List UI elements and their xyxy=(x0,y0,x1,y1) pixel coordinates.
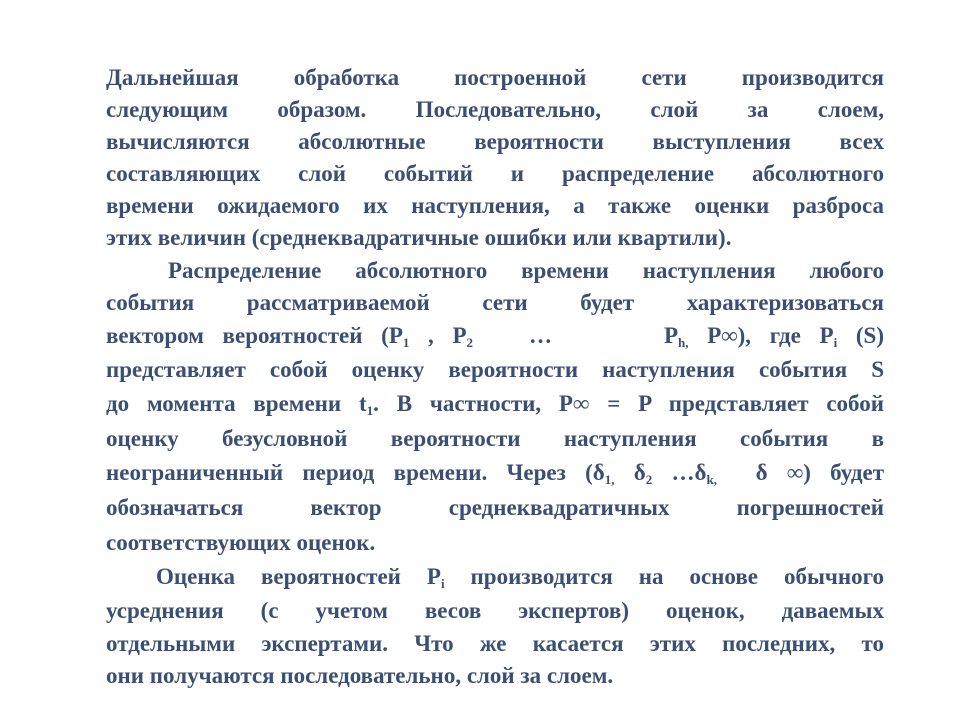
body-text xyxy=(106,62,884,692)
subscript: 1, xyxy=(604,472,615,487)
text-run: вектором вероятностей (P xyxy=(106,323,403,348)
paragraph-line: события рассматриваемой сети будет характеризоваться xyxy=(106,290,884,315)
text-run: (S) xyxy=(837,323,884,348)
subscript: k, xyxy=(706,472,717,487)
paragraph-line-with-subscripts xyxy=(106,319,884,353)
paragraph-line: времени ожидаемого их наступления, а также оценки разброса xyxy=(106,193,884,218)
paragraph-3 xyxy=(106,560,884,692)
subscript: 1 xyxy=(402,335,410,350)
subscript: 1 xyxy=(366,403,374,418)
paragraph-line: усреднения (с учетом весов экспертов) оценок, даваемых xyxy=(106,598,884,623)
paragraph-line: они получаются последовательно, слой за слоем. xyxy=(106,663,614,688)
text-run: Оценка вероятностей P xyxy=(156,564,441,589)
subscript: 2 xyxy=(466,335,474,350)
paragraph-line: следующим образом. Последовательно, слой за слоем, xyxy=(106,97,884,122)
paragraph-line: Дальнейшая обработка построенной сети производится xyxy=(106,65,884,90)
subscript: i xyxy=(833,335,838,350)
paragraph-line-with-subscripts xyxy=(106,387,884,421)
text-run: …δ xyxy=(652,460,707,485)
paragraph-1 xyxy=(106,62,884,254)
text-run: . В частности, P∞ = P представляет собой xyxy=(373,391,885,416)
paragraph-line: отдельными экспертами. Что же касается этих последних, то xyxy=(106,631,884,656)
text-run: производится на основе обычного xyxy=(444,564,885,589)
text-run: … P xyxy=(473,323,679,348)
paragraph-line: этих величин (среднеквадратичные ошибки или квартили). xyxy=(106,225,732,250)
paragraph-line-with-subscripts xyxy=(106,457,884,489)
paragraph-line-with-subscripts xyxy=(106,560,884,594)
paragraph-line: оценку безусловной вероятности наступления события в xyxy=(106,426,884,451)
text-run: неограниченный период времени. Через (δ xyxy=(106,460,605,485)
text-run: , P xyxy=(409,323,467,348)
paragraph-line: вычисляются абсолютные вероятности выступления всех xyxy=(106,129,884,154)
subscript: h, xyxy=(678,335,689,350)
text-run: δ xyxy=(614,460,646,485)
text-run: δ ∞) будет xyxy=(716,460,884,485)
subscript: 2 xyxy=(645,472,653,487)
paragraph-line: обозначаться вектор среднеквадратичных погрешностей xyxy=(106,495,884,520)
paragraph-2 xyxy=(106,255,884,559)
subscript: i xyxy=(440,576,445,591)
paragraph-line: Распределение абсолютного времени наступления любого xyxy=(168,258,884,283)
text-run: P∞), где P xyxy=(688,323,834,348)
paragraph-line: соответствующих оценок. xyxy=(106,530,376,555)
paragraph-line: представляет собой оценку вероятности наступления события S xyxy=(106,357,884,382)
text-run: до момента времени t xyxy=(106,391,367,416)
paragraph-line: составляющих слой событий и распределение абсолютного xyxy=(106,161,884,186)
